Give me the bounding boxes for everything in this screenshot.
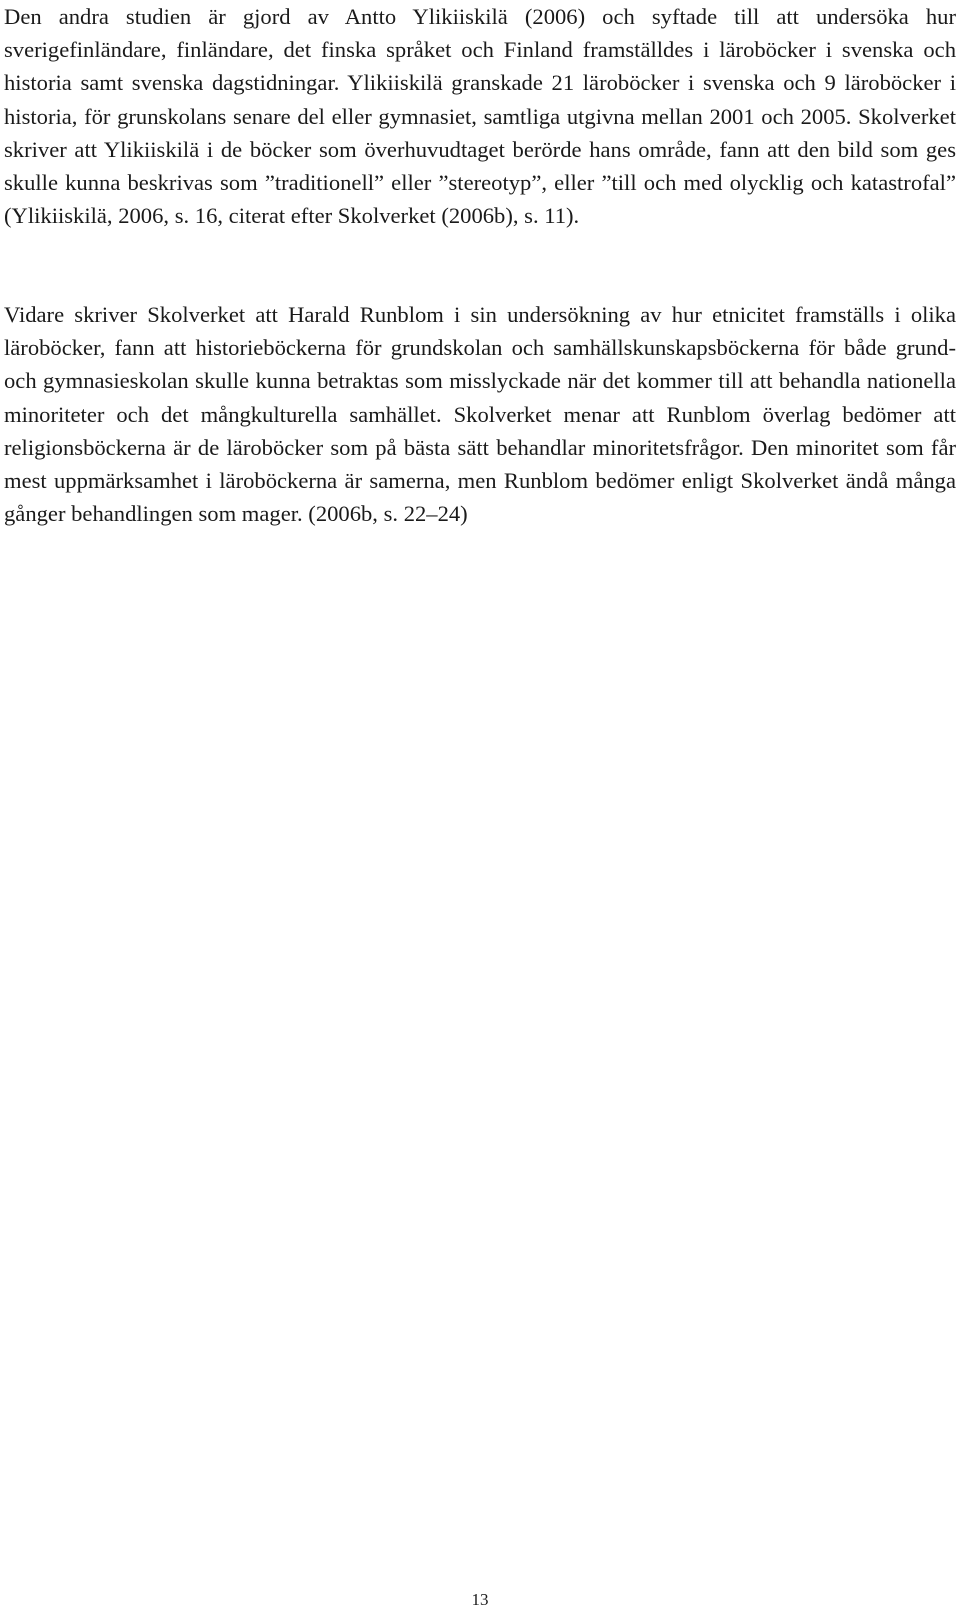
paragraph-ylikiiskila-study: Den andra studien är gjord av Antto Ylikiiskilä (2006) och syftade till att undersöka hur sverigefinländare, finländare, det finska språket och Finland framställdes i läroböcker i svenska och historia samt svenska dagstidningar. Ylikiiskilä granskade 21 läroböcker i svenska och 9 läroböcker i historia, för grunskolans senare del eller gymnasiet, samtliga utgivna mellan 2001 och 2005. Skolverket skriver att Ylikiiskilä i de böcker som överhuvudtaget berörde hans område, fann att den bild som ges skulle kunna beskrivas som ”traditionell” eller ”stereotyp”, eller ”till och med olycklig och katastrofal” (Ylikiiskilä, 2006, s. 16, citerat efter Skolverket (2006b), s. 11).	[4, 4, 956, 229]
page-number: 13	[471, 1590, 489, 1609]
paragraph-runblom-study: Vidare skriver Skolverket att Harald Runblom i sin undersökning av hur etnicitet framställs i olika läroböcker, fann att historieböckerna för grundskolan och samhällskunskapsböckerna för både grund- och gymnasieskolan skulle kunna betraktas som misslyckade när det kommer till att behandla nationella minoriteter och det mångkulturella samhället. Skolverket menar att Runblom överlag bedömer att religionsböckerna är de läroböcker som på bästa sätt behandlar minoritetsfrågor. Den minoritet som får mest uppmärksamhet i läroböckerna är samerna, men Runblom bedömer enligt Skolverket ändå många gånger behandlingen som mager. (2006b, s. 22–24)	[4, 302, 956, 527]
